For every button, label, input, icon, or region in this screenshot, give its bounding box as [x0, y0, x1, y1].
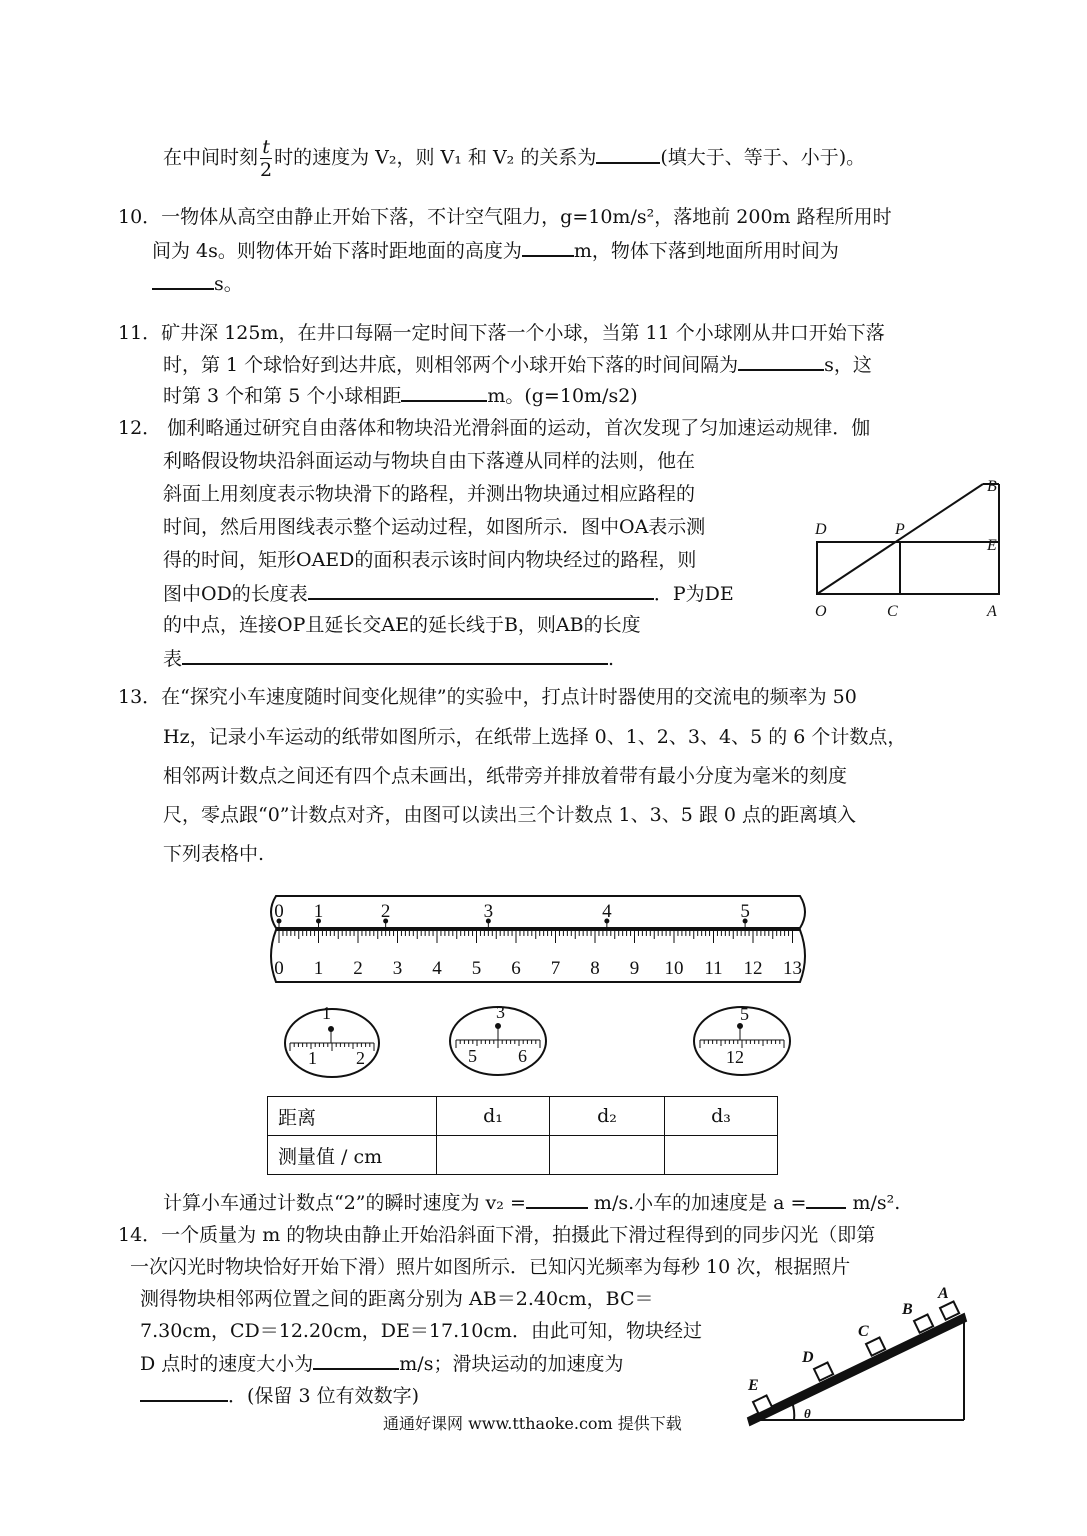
answer-blank-height[interactable]: [522, 237, 574, 257]
incline-label-b: B: [902, 1301, 913, 1318]
ruler-label: 3: [392, 958, 403, 979]
ruler-label: 2: [353, 958, 363, 979]
q10-line3: [152, 270, 243, 297]
zoom-dot: [738, 1024, 743, 1029]
q12-line8: [163, 645, 614, 672]
incline-label-c: C: [858, 1323, 869, 1340]
label-e: E: [987, 537, 997, 554]
q12-line5: 得的时间，矩形OAED的面积表示该时间内物块经过的路程，则: [163, 549, 697, 571]
q10-line2: [152, 237, 839, 264]
ruler-label: 13: [783, 958, 802, 979]
answer-blank-v2[interactable]: [526, 1189, 588, 1209]
q14-line5-b: m/s；滑块运动的加速度为: [399, 1353, 624, 1375]
q14-line6: [140, 1382, 419, 1409]
q12-line7: 的中点，连接OP且延长交AE的延长线于B，则AB的长度: [163, 614, 641, 636]
footer-source: 通通好课网 www.tthaoke.com 提供下载: [383, 1414, 682, 1433]
table-row: [268, 1136, 778, 1175]
ruler-label: 0: [274, 958, 284, 979]
q14-line3: 测得物块相邻两位置之间的距离分别为 AB＝2.40cm，BC＝: [140, 1288, 654, 1310]
paper-tape: [271, 896, 805, 928]
q11-line1: 11．矿井深 125m，在井口每隔一定时间下落一个小球，当第 11 个小球刚从井口开始下落: [118, 322, 885, 344]
q13-calc-b: m/s.小车的加速度是 a =: [593, 1192, 807, 1214]
q11-line2: [163, 351, 872, 378]
q13-line2: Hz，记录小车运动的纸带如图所示，在纸带上选择 0、1、2、3、4、5 的 6 个计数点，: [163, 726, 907, 748]
ruler-label: 4: [432, 958, 442, 979]
label-a: A: [987, 603, 997, 620]
zoom-dot: [329, 1027, 334, 1032]
angle-theta: θ: [804, 1406, 811, 1421]
answer-blank-distance[interactable]: [401, 382, 487, 402]
q12-line6: [163, 580, 734, 607]
table-cell-d1[interactable]: [437, 1136, 550, 1175]
tape-point-label: 3: [483, 901, 494, 922]
zoom3-left: 5: [468, 1046, 477, 1066]
tape-point-label: 2: [380, 901, 391, 922]
top-tail: (填大于、等于、小于)。: [660, 146, 866, 169]
answer-blank-vd[interactable]: [313, 1350, 399, 1370]
q12-line1: 12． 伽利略通过研究自由落体和物块沿光滑斜面的运动，首次发现了匀加速运动规律．伽: [118, 417, 871, 439]
answer-blank-ab[interactable]: [182, 645, 608, 665]
q12-line8-b: .: [608, 648, 615, 670]
zoom3-point: 3: [496, 1002, 505, 1022]
label-b: B: [987, 478, 997, 495]
q13-line4: 尺，零点跟“0”计数点对齐，由图可以读出三个计数点 1、3、5 跟 0 点的距离填入: [163, 804, 857, 826]
table-header-d1: d₁: [437, 1097, 550, 1136]
q12-line6-a: 图中OD的长度表: [163, 583, 308, 605]
q13-calc-c: m/s².: [852, 1192, 901, 1214]
q13-line3: 相邻两计数点之间还有四个点未画出，纸带旁并排放着带有最小分度为毫米的刻度: [163, 765, 848, 787]
q14-line6-text: ．(保留 3 位有效数字): [228, 1385, 419, 1407]
answer-blank-v1v2[interactable]: [596, 144, 660, 164]
tape-point-label: 1: [313, 901, 324, 922]
measurement-table: [267, 1096, 778, 1175]
q10-line2-b: m，物体下落到地面所用时间为: [573, 240, 839, 262]
q13-calc-a: 计算小车通过计数点“2”的瞬时速度为 v₂ =: [163, 1192, 526, 1214]
table-header-d2: d₂: [550, 1097, 665, 1136]
incline-surface: [748, 1314, 966, 1425]
q10-line1: 10．一物体从高空由静止开始下落，不计空气阻力，g=10m/s²，落地前 200m 路程所用时: [118, 206, 892, 228]
label-o: O: [815, 603, 827, 620]
top-post: 时的速度为 V₂，则 V₁ 和 V₂ 的关系为: [274, 146, 597, 169]
ruler-label: 1: [313, 958, 324, 979]
rectangle-oaed: [817, 542, 999, 594]
q13-line5: 下列表格中.: [163, 843, 265, 865]
top-pre: 在中间时刻: [163, 146, 259, 169]
ruler-label: 9: [629, 958, 640, 979]
tape-point-label: 4: [602, 901, 612, 922]
incline-figure: [742, 1284, 970, 1430]
label-c: C: [887, 603, 898, 620]
zoom1-point: 1: [322, 1003, 331, 1023]
zoom5-center: 12: [726, 1047, 744, 1067]
answer-blank-interval[interactable]: [738, 351, 824, 371]
q11-line3: [163, 382, 638, 409]
label-d: D: [815, 521, 827, 538]
table-header-d3: d₃: [665, 1097, 778, 1136]
ruler-label: 7: [550, 958, 561, 979]
table-cell-d2[interactable]: [550, 1136, 665, 1175]
incline-label-e: E: [748, 1377, 759, 1394]
table-cell-d3[interactable]: [665, 1136, 778, 1175]
q12-line4: 时间，然后用图线表示整个运动过程，如图所示．图中OA表示测: [163, 516, 706, 538]
ruler-label: 11: [704, 958, 723, 979]
q14-line5-a: D 点时的速度大小为: [140, 1353, 314, 1375]
ruler-label: 10: [664, 958, 684, 979]
q11-line3-a: 时第 3 个和第 5 个小球相距: [163, 385, 402, 407]
zoom-dot: [496, 1024, 501, 1029]
fraction-t-over-2: [260, 136, 272, 181]
zoom5-point: 5: [740, 1004, 749, 1024]
ruler-label: 5: [471, 958, 482, 979]
q12-line6-b: ．P为DE: [653, 583, 734, 605]
q14-line5: [140, 1350, 623, 1377]
q11-line2-b: s，这: [824, 354, 872, 376]
zoom1-left: 1: [308, 1048, 317, 1068]
incline-label-a: A: [938, 1285, 949, 1302]
zoom3-right: 6: [518, 1046, 527, 1066]
q11-line3-b: m。(g=10m/s2): [487, 385, 638, 407]
ruler-body: [271, 930, 805, 982]
q13-calc-line: [163, 1189, 900, 1216]
answer-blank-time[interactable]: [152, 270, 214, 290]
q12-line8-a: 表: [163, 648, 183, 670]
answer-blank-a2[interactable]: [140, 1382, 228, 1402]
incline-label-d: D: [802, 1349, 814, 1366]
ruler-label: 12: [743, 958, 763, 979]
q10-line2-a: 间为 4s。则物体开始下落时距地面的高度为: [152, 240, 522, 262]
q12-line2: 利略假设物块沿斜面运动与物块自由下落遵从同样的法则，他在: [163, 450, 696, 472]
q13-line1: 13．在“探究小车速度随时间变化规律”的实验中，打点计时器使用的交流电的频率为 50: [118, 686, 857, 708]
table-label-measured: 测量值 / cm: [268, 1136, 437, 1175]
tape-ruler-figure: [262, 888, 822, 1093]
table-header-distance: 距离: [268, 1097, 437, 1136]
label-p: P: [895, 521, 905, 538]
ruler-label: 6: [511, 958, 521, 979]
ruler-label: 8: [590, 958, 600, 979]
q12-figure: [805, 462, 1020, 627]
q11-line2-a: 时，第 1 个球恰好到达井底，则相邻两个小球开始下落的时间间隔为: [163, 354, 739, 376]
answer-blank-od[interactable]: [308, 580, 654, 600]
q10-line3-text: s。: [214, 273, 243, 295]
table-row: [268, 1097, 778, 1136]
answer-blank-accel[interactable]: [806, 1189, 846, 1209]
top-line: [163, 136, 865, 181]
tape-point-label: 0: [274, 901, 284, 922]
frac-numerator: t: [260, 136, 272, 159]
q12-line3: 斜面上用刻度表示物块滑下的路程，并测出物块通过相应路程的: [163, 483, 696, 505]
tape-point-label: 5: [740, 901, 750, 922]
q14-line4: 7.30cm，CD＝12.20cm，DE＝17.10cm．由此可知，物块经过: [140, 1320, 702, 1342]
zoom1-right: 2: [356, 1048, 365, 1068]
q14-line1: 14．一个质量为 m 的物块由静止开始沿斜面下滑，拍摄此下滑过程得到的同步闪光（即第: [118, 1224, 876, 1246]
q14-line2: 一次闪光时物块恰好开始下滑）照片如图所示．已知闪光频率为每秒 10 次，根据照片: [130, 1256, 851, 1278]
frac-denominator: 2: [260, 159, 273, 181]
